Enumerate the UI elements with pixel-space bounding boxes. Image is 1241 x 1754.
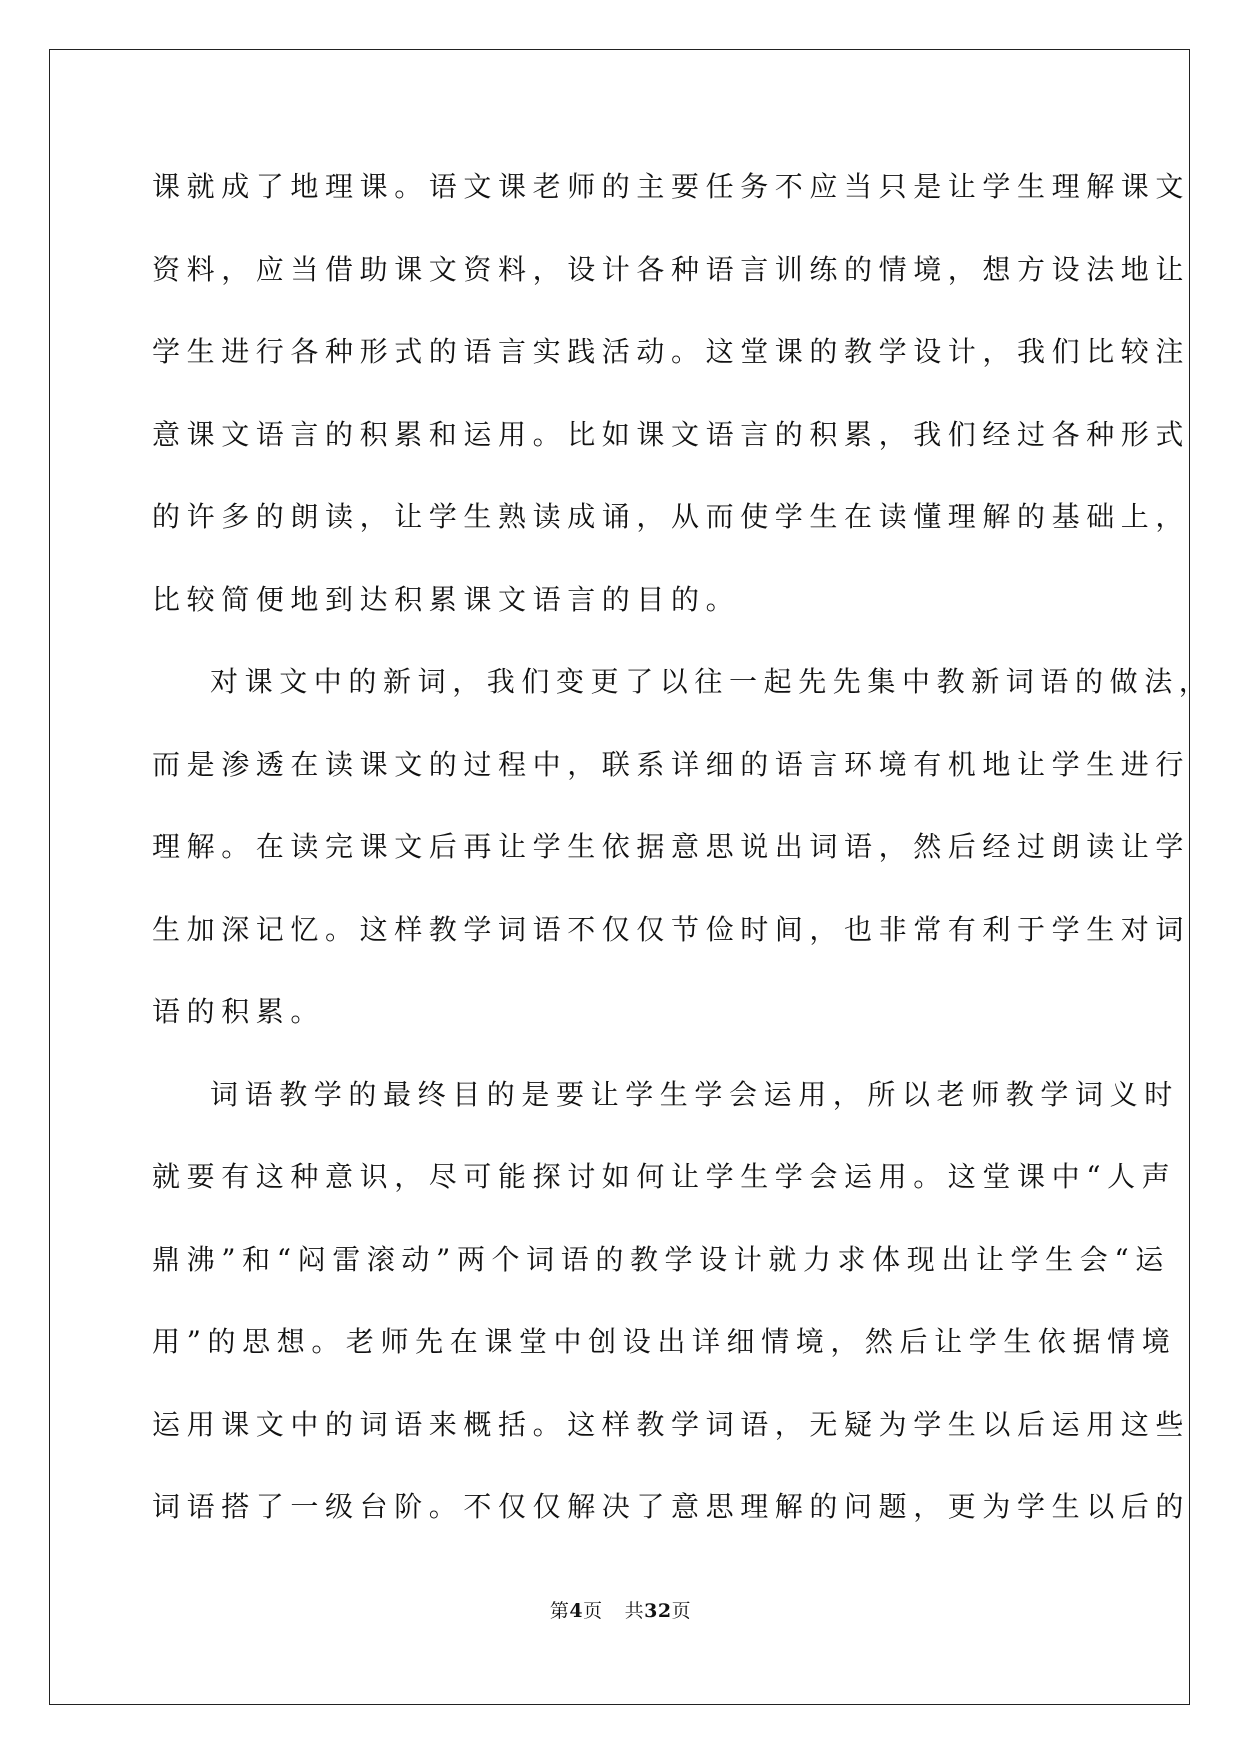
text-line: 而是渗透在读课文的过程中，联系详细的语言环境有机地让学生进行	[152, 747, 1191, 781]
text-line: 语的积累。	[152, 995, 326, 1028]
text-line: 资料，应当借助课文资料，设计各种语言训练的情境，想方设法地让	[152, 252, 1191, 286]
document-body	[152, 158, 1214, 1561]
text-line: 词语搭了一级台阶。不仅仅解决了意思理解的问题，更为学生以后的	[152, 1490, 1191, 1523]
total-prefix: 共	[624, 1600, 645, 1622]
text-line: 意课文语言的积累和运用。比如课文语言的积累，我们经过各种形式	[152, 417, 1191, 451]
text-line: 课就成了地理课。语文课老师的主要任务不应当只是让学生理解课文	[152, 170, 1191, 203]
total-page-count: 32	[644, 1600, 672, 1622]
total-suffix: 页	[671, 1600, 692, 1622]
text-line: 学生进行各种形式的语言实践活动。这堂课的教学设计，我们比较注	[152, 335, 1191, 368]
text-line: 比较简便地到达积累课文语言的目的。	[152, 582, 741, 616]
page-suffix: 页	[583, 1600, 603, 1622]
page-prefix: 第	[549, 1600, 570, 1622]
text-line: 的许多的朗读，让学生熟读成诵，从而使学生在读懂理解的基础上，	[152, 500, 1191, 533]
page-number-footer	[0, 1596, 1241, 1623]
text-line: 用”的思想。老师先在课堂中创设出详细情境，然后让学生依据情境	[152, 1325, 1177, 1358]
text-line: 生加深记忆。这样教学词语不仅仅节俭时间，也非常有利于学生对词	[152, 912, 1191, 946]
paragraph-first-line: 对课文中的新词，我们变更了以往一起先先集中教新词语的做法，	[210, 665, 1214, 698]
text-line: 运用课文中的词语来概括。这样教学词语，无疑为学生以后运用这些	[152, 1407, 1191, 1441]
text-line: 鼎沸”和“闷雷滚动”两个词语的教学设计就力求体现出让学生会“运	[152, 1242, 1170, 1276]
text-line: 就要有这种意识，尽可能探讨如何让学生学会运用。这堂课中“人声	[152, 1160, 1177, 1193]
paragraph-first-line: 词语教学的最终目的是要让学生学会运用，所以老师教学词义时	[210, 1077, 1179, 1111]
text-line: 理解。在读完课文后再让学生依据意思说出词语，然后经过朗读让学	[152, 830, 1191, 863]
current-page-number: 4	[569, 1600, 584, 1622]
